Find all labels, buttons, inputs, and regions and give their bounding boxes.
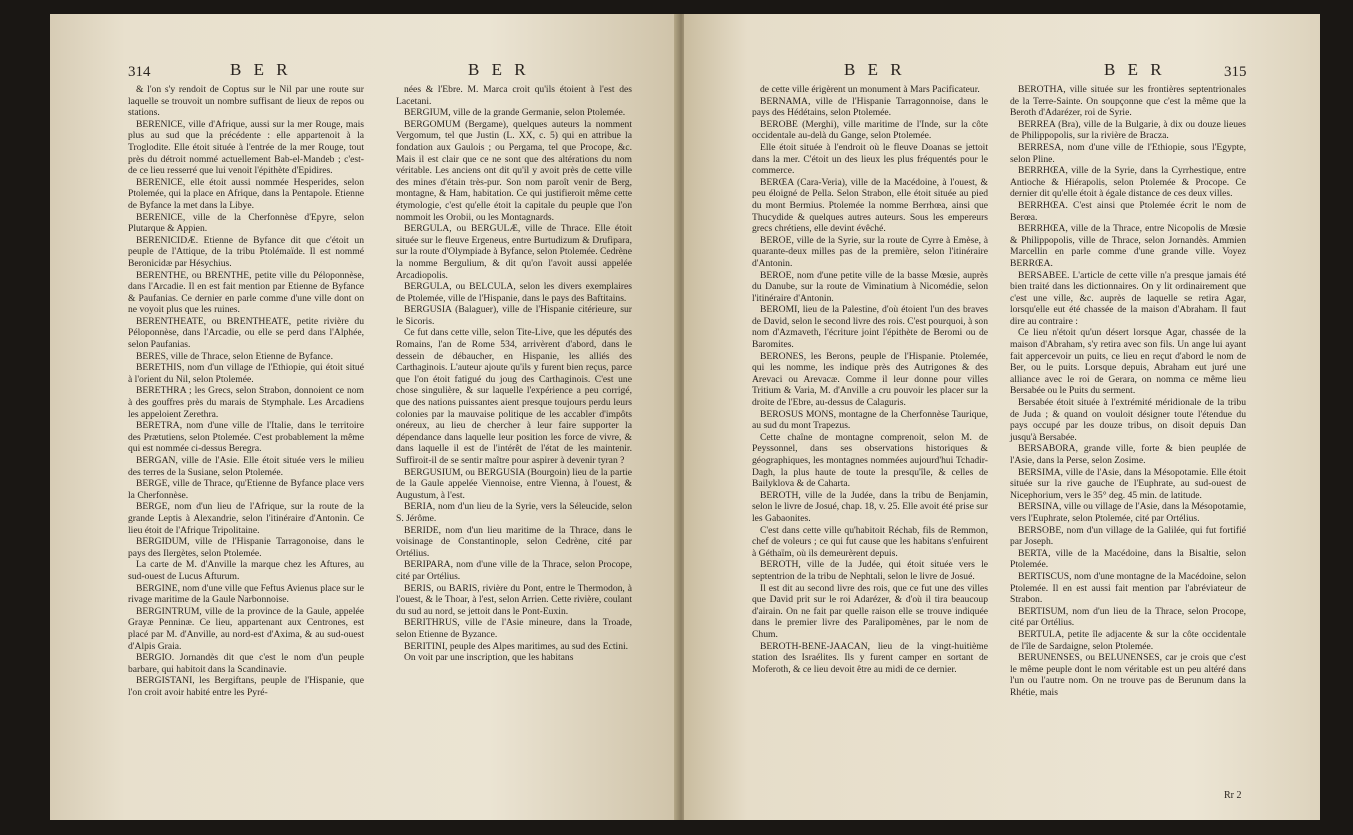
entry-paragraph: Ce lieu n'étoit qu'un désert lorsque Agar, chassée de la maison d'Abraham, s'y retira avec son fils. Un ange lui ayant fait appercevoir un puits, ce lieu en reçut d'abord le nom de Ber, ou le puits. Lorsque depuis, Abraham eut juré une alliance avec le roi de Gerara, on nomma ce même lieu Bersabée ou le Puits du serment. xyxy=(1010,327,1246,397)
signature-mark: Rr 2 xyxy=(1224,790,1242,801)
entry-paragraph: Bersabée étoit située à l'extrémité méridionale de la tribu de Juda ; & quand on vouloit désigner toute l'étendue du pays occupé par les douze tribus, on disoit depuis Dan jusqu'à Bersabée. xyxy=(1010,397,1246,443)
entry-paragraph: BERGAN, ville de l'Asie. Elle étoit située vers le milieu des terres de la Susiane, selon Ptolemée. xyxy=(128,455,364,478)
entry-paragraph: BEROE, ville de la Syrie, sur la route de Cyrre à Emèse, à quarante-deux milles pas de la première, selon l'itinéraire d'Antonin. xyxy=(752,234,988,269)
right-page-number: 315 xyxy=(1224,64,1247,80)
entry-paragraph: BERGIO. Jornandès dit que c'est le nom d'un peuple barbare, qui habitoit dans la Scandinavie. xyxy=(128,652,364,675)
entry-paragraph: BEROE, nom d'une petite ville de la basse Mœsie, auprès du Danube, sur la route de Viminatium à Nicomédie, selon l'itinéraire d'Antonin. xyxy=(752,269,988,304)
entry-paragraph: BERENTHEATE, ou BRENTHEATE, petite rivière du Péloponnèse, dans l'Arcadie, ou elle se perd dans l'Alphée, selon Paufanias. xyxy=(128,315,364,351)
right-column-1 xyxy=(752,84,988,675)
entry-paragraph: BERRHŒA, ville de la Syrie, dans la Cyrrhestique, entre Antioche & Hiérapolis, selon Ptolemée & Procope. Ce dernier dit qu'elle étoit à égale distance de ces deux villes. xyxy=(1010,165,1246,200)
entry-paragraph: BERRESA, nom d'une ville de l'Ethiopie, sous l'Egypte, selon Pline. xyxy=(1010,141,1246,165)
entry-paragraph: BERETHRA ; les Grecs, selon Strabon, donnoient ce nom à des gouffres près du marais de Stymphale. Les Arcadiens les appeloient Zerethra. xyxy=(128,385,364,420)
entry-paragraph: BERGINE, nom d'une ville que Feftus Avienus place sur le rivage maritime de la Gaule Narbonnoise. xyxy=(128,582,364,606)
entry-paragraph: BERGIUM, ville de la grande Germanie, selon Ptolemée. xyxy=(404,107,626,119)
right-column-2 xyxy=(1010,84,1246,698)
entry-paragraph: BERITINI, peuple des Alpes maritimes, au sud des Ectini. xyxy=(404,640,629,652)
entry-paragraph: BERTISUM, nom d'un lieu de la Thrace, selon Procope, cité par Ortélius. xyxy=(1010,605,1246,629)
left-running-head xyxy=(50,60,678,86)
entry-paragraph: BERGE, nom d'un lieu de l'Afrique, sur la route de la grande Leptis à Alexandrie, selon l'itinéraire d'Antonin. Ce lieu étoit de l'Afrique Tripolitaine. xyxy=(128,501,364,536)
entry-paragraph: BEROTHA, ville située sur les frontières septentrionales de la Terre-Sainte. On soupçonne que c'est la même que la Beroth d'Adarézer, roi de Syrie. xyxy=(1010,84,1246,119)
entry-paragraph: BERSINA, ville ou village de l'Asie, dans la Mésopotamie, vers l'Euphrate, selon Ptolemée, cité par Ortélius. xyxy=(1010,501,1246,524)
entry-paragraph: BERETHIS, nom d'un village de l'Ethiopie, qui étoit situé à l'orient du Nil, selon Ptolemée. xyxy=(128,362,364,385)
entry-paragraph: BERENICE, elle étoit aussi nommée Hesperides, selon Ptolemée, qui la place en Afrique, dans la Pentapole. Etienne de Byfance la met dans la Libye. xyxy=(128,176,364,211)
right-page xyxy=(684,14,1320,820)
entry-paragraph: BERENICE, ville de la Cherfonnèse d'Epyre, selon Plutarque & Appien. xyxy=(128,211,364,235)
entry-paragraph: BERONES, les Berons, peuple de l'Hispanie. Ptolemée, qui les nomme, les indique près des Autrigones & des Arevaci ou Arevacæ. Comme il leur donne pour villes Tritium & Varia, M. d'Anville a cru pouvoir les placer sur la droite de l'Ebre, au-dessus de Calaguris. xyxy=(752,350,988,409)
entry-paragraph: BERGE, ville de Thrace, qu'Etienne de Byfance place vers la Cherfonnèse. xyxy=(128,478,364,501)
entry-paragraph: BERIS, ou BARIS, rivière du Pont, entre le Thermodon, à l'ouest, & le Thoar, à l'est, selon Arrien. Cette rivière, coulant du sud au nord, se jettoit dans le Pont-Euxin. xyxy=(396,582,632,617)
entry-paragraph: BERNAMA, ville de l'Hispanie Tarragonnoise, dans le pays des Hédétains, selon Ptolemée. xyxy=(752,95,988,119)
book-spread xyxy=(50,14,1320,820)
entry-paragraph: BERGINTRUM, ville de la province de la Gaule, appelée Grayæ Penninæ. Ce lieu, appartenant aux Centrones, est placé par M. d'Anville, au nord-est d'Axima, & au sud-ouest d'Alpis Graia. xyxy=(128,605,364,652)
entry-paragraph: Cette chaîne de montagne comprenoit, selon M. de Peyssonnel, dans ses observations historiques & géographiques, les montagnes nommées aujourd'hui Tchadir-Dagh, la plus haute de toute la presqu'île, & celles de Bailyklova & de Caharta. xyxy=(752,431,988,490)
right-running-head xyxy=(684,60,1320,86)
left-page-number: 314 xyxy=(128,64,151,80)
entry-paragraph: BERSIMA, ville de l'Asie, dans la Mésopotamie. Elle étoit située sur la rive gauche de l'Euphrate, au sud-ouest de Nicephorium, vers le 35° deg. 45 min. de latitude. xyxy=(1010,466,1246,501)
entry-paragraph: BERGISTANI, les Bergiftans, peuple de l'Hispanie, que l'on croit avoir habité entre les Pyré- xyxy=(128,675,364,698)
entry-paragraph: BEROSUS MONS, montagne de la Cherfonnèse Taurique, au sud du mont Trapezus. xyxy=(752,408,988,432)
entry-paragraph: BERGOMUM (Bergame), quelques auteurs la nomment Vergomum, tel que Justin (L. XX, c. 5) qui en attribue la fondation aux Gaulois ; ou Pergama, tel que Procope, &c. Mais il est clair que ce ne sont que des altérations du nom véritable. Les anciens ont dit qu'il y avoit près de cette ville des mines d'étain très-pur. Son nom paroît venir de Berg, montagne, & Ham, habitation. Ce qui justifieroit même cette étymologie, c'est qu'elle étoit la capitale du peuple que l'on nommoit les Orobii, ou les Montagnards. xyxy=(396,118,632,223)
entry-paragraph: BEROTH, ville de la Judée, qui étoit située vers le septentrion de la tribu de Nephtali, selon le livre de Josué. xyxy=(752,559,988,582)
entry-paragraph: Ce fut dans cette ville, selon Tite-Live, que les députés des Romains, l'an de Rome 534, arrivèrent d'abord, dans le dessein de débaucher, en Hispanie, les alliés des Carthaginois. L'auteur ajoute qu'ils y furent bien reçus, parce que l'on étoit fatigué du joug des Carthaginois. C'est une chose singulière, & sur laquelle l'expérience a peu corrigé, que des nations puissantes aient presque toujours perdu leurs colonies par la mauvaise politique de les accabler d'impôts onéreux, au lieu de chercher à leur faire supporter la dépendance dans laquelle leur position les force de vivre, & dans laquelle il est de l'intérêt de l'état de les maintenir. Suffiroit-il de se sentir maître pour aspirer à devenir tyran ? xyxy=(396,327,632,466)
entry-paragraph: BERGULA, ou BERGULÆ, ville de Thrace. Elle étoit située sur le fleuve Ergeneus, entre Burtudizum & Drufipara, sur la route d'Olympiade à Byfance, selon Ptolemée. Cedrène la nomme Bergulium, & dit qu'on l'avoit aussi appelée Arcadiopolis. xyxy=(396,223,632,281)
entry-paragraph: BERES, ville de Thrace, selon Etienne de Byfance. xyxy=(136,350,333,362)
entry-paragraph: BERIPARA, nom d'une ville de la Thrace, selon Procope, cité par Ortélius. xyxy=(396,559,632,582)
entry-paragraph: BERENICE, ville d'Afrique, aussi sur la mer Rouge, mais plus au sud que la précédente : elle appartenoit à la Troglodite. Elle étoit située à l'entrée de la mer Rouge, tout près du détroit nommé actuellement Bab-el-Mandeb ; c'est-de ce lieu resserré que lui venoit l'épithète d'Epidires. xyxy=(128,118,364,177)
entry-paragraph: BERITHRUS, ville de l'Asie mineure, dans la Troade, selon Etienne de Byzance. xyxy=(396,617,632,640)
entry-paragraph: BERENTHE, ou BRENTHE, petite ville du Péloponnèse, dans l'Arcadie. Il en est fait mention par Etienne de Byfance & Paufanias. Ce dernier en parle comme d'une ville dont on ne voyoit plus que les ruines. xyxy=(128,269,364,316)
entry-paragraph: nées & l'Ebre. M. Marca croit qu'ils étoient à l'est des Lacetani. xyxy=(396,84,632,107)
left-column-1 xyxy=(128,84,364,698)
entry-paragraph: BERGULA, ou BELCULA, selon les divers exemplaires de Ptolemée, ville de l'Hispanie, dans le pays des Baftitains. xyxy=(396,281,632,304)
entry-paragraph: La carte de M. d'Anville la marque chez les Aftures, au sud-ouest de Lucus Afturum. xyxy=(128,559,364,582)
entry-paragraph: BEROTH-BENE-JAACAN, lieu de la vingt-huitième station des Israélites. Ils y furent camper en sortant de Moferoth, & ce lieu devoit être au midi de ce dernier. xyxy=(752,640,988,675)
entry-paragraph: BEROBE (Merghi), ville maritime de l'Inde, sur la côte occidentale au-delà du Gange, selon Ptolemée. xyxy=(752,118,988,142)
entry-paragraph: Il est dit au second livre des rois, que ce fut une des villes que David prit sur le roi Adarézer, & d'où il tira beaucoup d'airain. On ne fait par quelle raison elle se trouve indiquée dans le premier livre des Paralipomènes, par le nom de Chum. xyxy=(752,582,988,640)
entry-paragraph: BEROTH, ville de la Judée, dans la tribu de Benjamin, selon le livre de Josué, chap. 18, v. 25. Elle avoit été prise sur les Gabaonites. xyxy=(752,489,988,524)
entry-paragraph: BERTULA, petite île adjacente & sur la côte occidentale de l'île de Sardaigne, selon Ptolemée. xyxy=(1010,628,1246,652)
entry-paragraph: C'est dans cette ville qu'habitoit Réchab, fils de Remmon, chef de voleurs ; ce qui fut cause que les habitans s'enfuirent à Géthaïm, où ils demeurèrent depuis. xyxy=(752,524,988,559)
entry-paragraph: BERIA, nom d'un lieu de la Syrie, vers la Séleucide, selon S. Jérôme. xyxy=(396,501,632,524)
entry-paragraph: BERRHŒA, ville de la Thrace, entre Nicopolis de Mœsie & Philippopolis, ville de Thrace, selon Jornandès. Ammien Marcellin en parle comme d'une grande ville. Voyez BERRŒA. xyxy=(1010,223,1246,269)
entry-paragraph: BERETRA, nom d'une ville de l'Italie, dans le territoire des Prætutiens, selon Ptolemée. C'est probablement la même qui est nommée ci-dessus Beregra. xyxy=(128,420,364,455)
left-column-2 xyxy=(396,84,632,664)
entry-paragraph: BERTA, ville de la Macédoine, dans la Bisaltie, selon Ptolemée. xyxy=(1010,547,1246,571)
entry-paragraph: BERSABEE. L'article de cette ville n'a presque jamais été bien traité dans les dictionnaires. On y lit ordinairement que c'est une ville, &c. auprès de laquelle se retira Agar, lorsqu'elle eut été chassée de la maison d'Abraham. Il faut dire au contraire : xyxy=(1010,269,1246,327)
entry-paragraph: BERTISCUS, nom d'une montagne de la Macédoine, selon Ptolemée. Il en est aussi fait mention par l'abréviateur de Strabon. xyxy=(1010,570,1246,606)
entry-paragraph: BERŒA (Cara-Veria), ville de la Macédoine, à l'ouest, & peu éloigné de Pella. Selon Strabon, elle étoit située au pied du mont Bermius. Ptolemée la nomme Berrhœa, ainsi que Thucydide & quelques autres auteurs. Sous les empereurs grecs chrétiens, elle devint évêché. xyxy=(752,176,988,235)
entry-paragraph: BERSOBE, nom d'un village de la Galilée, qui fut fortifié par Joseph. xyxy=(1010,524,1246,548)
right-head-word-1: B E R xyxy=(844,60,906,79)
entry-paragraph: & l'on s'y rendoit de Coptus sur le Nil par une route sur laquelle se trouvoit un nombre suffisant de lieux de repos ou stations. xyxy=(128,84,364,119)
entry-paragraph: BERRHŒA. C'est ainsi que Ptolemée écrit le nom de Berœa. xyxy=(1010,199,1246,223)
entry-paragraph: BERGIDUM, ville de l'Hispanie Tarragonoise, dans le pays des Ilergètes, selon Ptolemée. xyxy=(128,536,364,559)
entry-paragraph: BERGUSIUM, ou BERGUSIA (Bourgoin) lieu de la partie de la Gaule appelée Viennoise, entre Vienna, à l'ouest, & Augustum, à l'est. xyxy=(396,466,632,501)
entry-paragraph: BERSABORA, grande ville, forte & bien peuplée de l'Asie, dans la Perse, selon Zosime. xyxy=(1010,443,1246,466)
right-head-word-2: B E R xyxy=(1104,60,1166,79)
entry-paragraph: de cette ville érigèrent un monument à Mars Pacificateur. xyxy=(760,84,980,95)
entry-paragraph: On voit par une inscription, que les habitans xyxy=(404,652,574,664)
left-head-word-1: B E R xyxy=(230,60,292,79)
entry-paragraph: BERGUSIA (Balaguer), ville de l'Hispanie citérieure, sur le Sicoris. xyxy=(396,304,632,327)
left-head-word-2: B E R xyxy=(468,60,530,79)
entry-paragraph: Elle étoit située à l'endroit où le fleuve Doanas se jettoit dans la mer. C'étoit un des lieux les plus fréquentés pour le commerce. xyxy=(752,141,988,177)
entry-paragraph: BEROMI, lieu de la Palestine, d'où étoient l'un des braves de David, selon le second livre des rois. C'est pourquoi, à son nom d'Azmaveth, l'écriture joint l'épithète de Beromi ou de Baromites. xyxy=(752,304,988,351)
entry-paragraph: BERIDE, nom d'un lieu maritime de la Thrace, dans le voisinage de Constantinople, selon Cedrène, cité par Ortélius. xyxy=(396,524,632,559)
entry-paragraph: BERREA (Bra), ville de la Bulgarie, à dix ou douze lieues de Philippopolis, sur la rivière de Bracza. xyxy=(1010,118,1246,142)
left-page xyxy=(50,14,678,820)
entry-paragraph: BERENICIDÆ. Etienne de Byfance dit que c'étoit un peuple de l'Attique, de la tribu Ptolémaïde. Il est nommé Beronicidæ par Hésychius. xyxy=(128,234,364,269)
entry-paragraph: BERUNENSES, ou BELUNENSES, car je crois que c'est le même peuple dont le nom véritable est un peu altéré dans l'un ou l'autre nom. On ne trouve pas de Berunum dans la Rhétie, mais xyxy=(1010,652,1246,698)
